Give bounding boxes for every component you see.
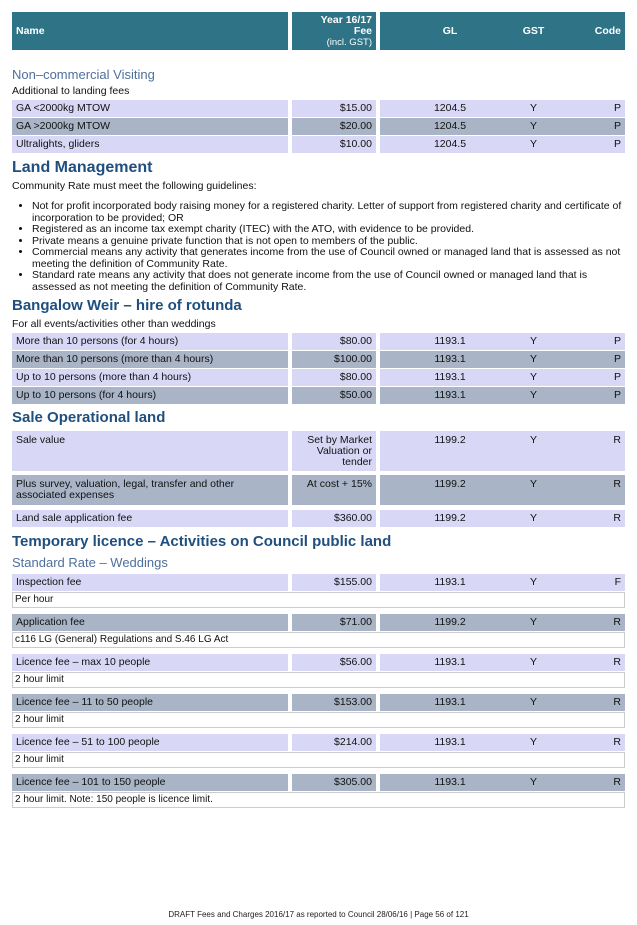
row-name: More than 10 persons (for 4 hours) [12, 333, 288, 350]
row-name: Land sale application fee [12, 510, 288, 527]
row-code: P [613, 335, 621, 347]
row-fee: $71.00 [292, 614, 376, 631]
row-gl: 1204.5 [433, 102, 467, 114]
table-row [12, 774, 625, 791]
row-gst: Y [529, 478, 537, 490]
row-name: Up to 10 persons (for 4 hours) [12, 387, 288, 404]
row-fee: Set by Market Valuation or tender [292, 431, 376, 471]
row-note: 2 hour limit [12, 712, 625, 728]
row-code: P [613, 102, 621, 114]
row-gst: Y [529, 353, 537, 365]
header-fee-line1: Year 16/17 [320, 14, 372, 26]
row-name: Inspection fee [12, 574, 288, 591]
list-item: • Commercial means any activity that generates income from the use of Council owned or managed land that is assessed as not meeting the definition of Community Rate. [32, 247, 625, 270]
row-code: R [613, 736, 621, 748]
row-fee: At cost + 15% [292, 475, 376, 505]
row-name: More than 10 persons (more than 4 hours) [12, 351, 288, 368]
row-fee: $80.00 [292, 369, 376, 386]
section-heading-land: Land Management [12, 159, 153, 176]
row-code: R [613, 434, 621, 446]
header-fee-line3: (incl. GST) [326, 37, 372, 48]
row-gst: Y [529, 138, 537, 150]
table-row [12, 510, 625, 527]
list-item: • Registered as an income tax exempt charity (ITEC) with the ATO, with evidence to be provided. [32, 224, 625, 236]
row-gst: Y [529, 616, 537, 628]
section-note-noncommercial: Additional to landing fees [12, 85, 130, 97]
row-gst: Y [529, 371, 537, 383]
row-code: R [613, 478, 621, 490]
table-row [12, 118, 625, 135]
row-name: Licence fee – 11 to 50 people [12, 694, 288, 711]
header-name: Name [12, 12, 288, 50]
table-row [12, 694, 625, 711]
row-gst: Y [529, 120, 537, 132]
row-gl: 1193.1 [434, 736, 466, 748]
row-gl: 1193.1 [434, 576, 466, 588]
row-name: Licence fee – 101 to 150 people [12, 774, 288, 791]
row-code: R [613, 512, 621, 524]
row-code: P [613, 353, 621, 365]
row-fee: $100.00 [292, 351, 376, 368]
row-name: Up to 10 persons (more than 4 hours) [12, 369, 288, 386]
table-row [12, 574, 625, 591]
header-meta [380, 12, 625, 50]
row-gst: Y [529, 776, 537, 788]
row-fee: $155.00 [292, 574, 376, 591]
header-code: Code [594, 25, 621, 37]
list-item: • Not for profit incorporated body raising money for a registered charity. Letter of support from registered charity and certificate of incorporation to be provided; OR [32, 201, 625, 224]
row-note: 2 hour limit [12, 672, 625, 688]
row-note: 2 hour limit [12, 752, 625, 768]
row-name: Licence fee – max 10 people [12, 654, 288, 671]
header-fee-line2: Fee [353, 25, 372, 37]
row-name: GA <2000kg MTOW [12, 100, 288, 117]
land-intro: Community Rate must meet the following guidelines: [12, 180, 257, 192]
row-gst: Y [529, 335, 537, 347]
row-gl: 1193.1 [434, 389, 466, 401]
row-gl: 1199.2 [434, 512, 466, 524]
row-fee: $214.00 [292, 734, 376, 751]
row-gl: 1199.2 [434, 478, 466, 490]
row-gst: Y [529, 102, 537, 114]
header-gst: GST [522, 25, 545, 37]
header-fee [292, 12, 376, 50]
row-fee: $360.00 [292, 510, 376, 527]
row-fee: $10.00 [292, 136, 376, 153]
row-name: GA >2000kg MTOW [12, 118, 288, 135]
row-gst: Y [529, 389, 537, 401]
row-fee: $50.00 [292, 387, 376, 404]
row-code: R [613, 696, 621, 708]
table-row [12, 475, 625, 505]
row-code: R [613, 776, 621, 788]
table-row [12, 333, 625, 350]
row-code: P [613, 371, 621, 383]
row-name: Ultralights, gliders [12, 136, 288, 153]
header-gl: GL [442, 25, 458, 37]
row-fee: $153.00 [292, 694, 376, 711]
row-fee: $20.00 [292, 118, 376, 135]
table-row [12, 369, 625, 386]
row-gl: 1193.1 [434, 776, 466, 788]
row-name: Application fee [12, 614, 288, 631]
row-gl: 1199.2 [434, 434, 466, 446]
row-note: Per hour [12, 592, 625, 608]
row-name: Licence fee – 51 to 100 people [12, 734, 288, 751]
row-code: P [613, 120, 621, 132]
section-note-bangalow: For all events/activities other than weddings [12, 318, 216, 330]
guidelines-list [12, 201, 625, 293]
row-gl: 1193.1 [434, 656, 466, 668]
fees-page [12, 12, 625, 808]
row-gl: 1193.1 [434, 353, 466, 365]
row-gl: 1199.2 [434, 616, 466, 628]
row-gl: 1193.1 [434, 696, 466, 708]
row-note: c116 LG (General) Regulations and S.46 LG Act [12, 632, 625, 648]
section-heading-sale: Sale Operational land [12, 409, 166, 426]
row-code: P [613, 389, 621, 401]
list-item: • Standard rate means any activity that does not generate income from the use of Council owned or managed land that is assessed as not meeting the definition of Community Rate. [32, 270, 625, 293]
list-item: • Private means a genuine private function that is not open to members of the public. [32, 236, 625, 248]
row-code: P [613, 138, 621, 150]
table-row [12, 614, 625, 631]
row-code: F [614, 576, 621, 588]
row-gst: Y [529, 434, 537, 446]
row-fee: $15.00 [292, 100, 376, 117]
row-fee: $80.00 [292, 333, 376, 350]
table-row [12, 351, 625, 368]
row-name: Sale value [12, 431, 288, 471]
row-gst: Y [529, 656, 537, 668]
table-row [12, 431, 625, 471]
section-heading-noncommercial: Non–commercial Visiting [12, 67, 155, 82]
table-header [12, 12, 625, 50]
row-gst: Y [529, 512, 537, 524]
table-row [12, 734, 625, 751]
row-gst: Y [529, 736, 537, 748]
row-code: R [613, 616, 621, 628]
table-row [12, 654, 625, 671]
row-fee: $305.00 [292, 774, 376, 791]
row-code: R [613, 656, 621, 668]
row-fee: $56.00 [292, 654, 376, 671]
row-gl: 1193.1 [434, 371, 466, 383]
row-note: 2 hour limit. Note: 150 people is licence limit. [12, 792, 625, 808]
row-gl: 1204.5 [433, 138, 467, 150]
page-footer: DRAFT Fees and Charges 2016/17 as reported to Council 28/06/16 | Page 56 of 121 [168, 910, 469, 919]
row-gl: 1193.1 [434, 335, 466, 347]
table-row [12, 387, 625, 404]
table-row [12, 136, 625, 153]
table-row [12, 100, 625, 117]
section-heading-temp: Temporary licence – Activities on Council public land [12, 533, 392, 550]
section-subheading-weddings: Standard Rate – Weddings [12, 555, 168, 570]
section-heading-bangalow: Bangalow Weir – hire of rotunda [12, 297, 242, 314]
row-gst: Y [529, 576, 537, 588]
row-name: Plus survey, valuation, legal, transfer and other associated expenses [12, 475, 288, 505]
row-gl: 1204.5 [433, 120, 467, 132]
row-gst: Y [529, 696, 537, 708]
